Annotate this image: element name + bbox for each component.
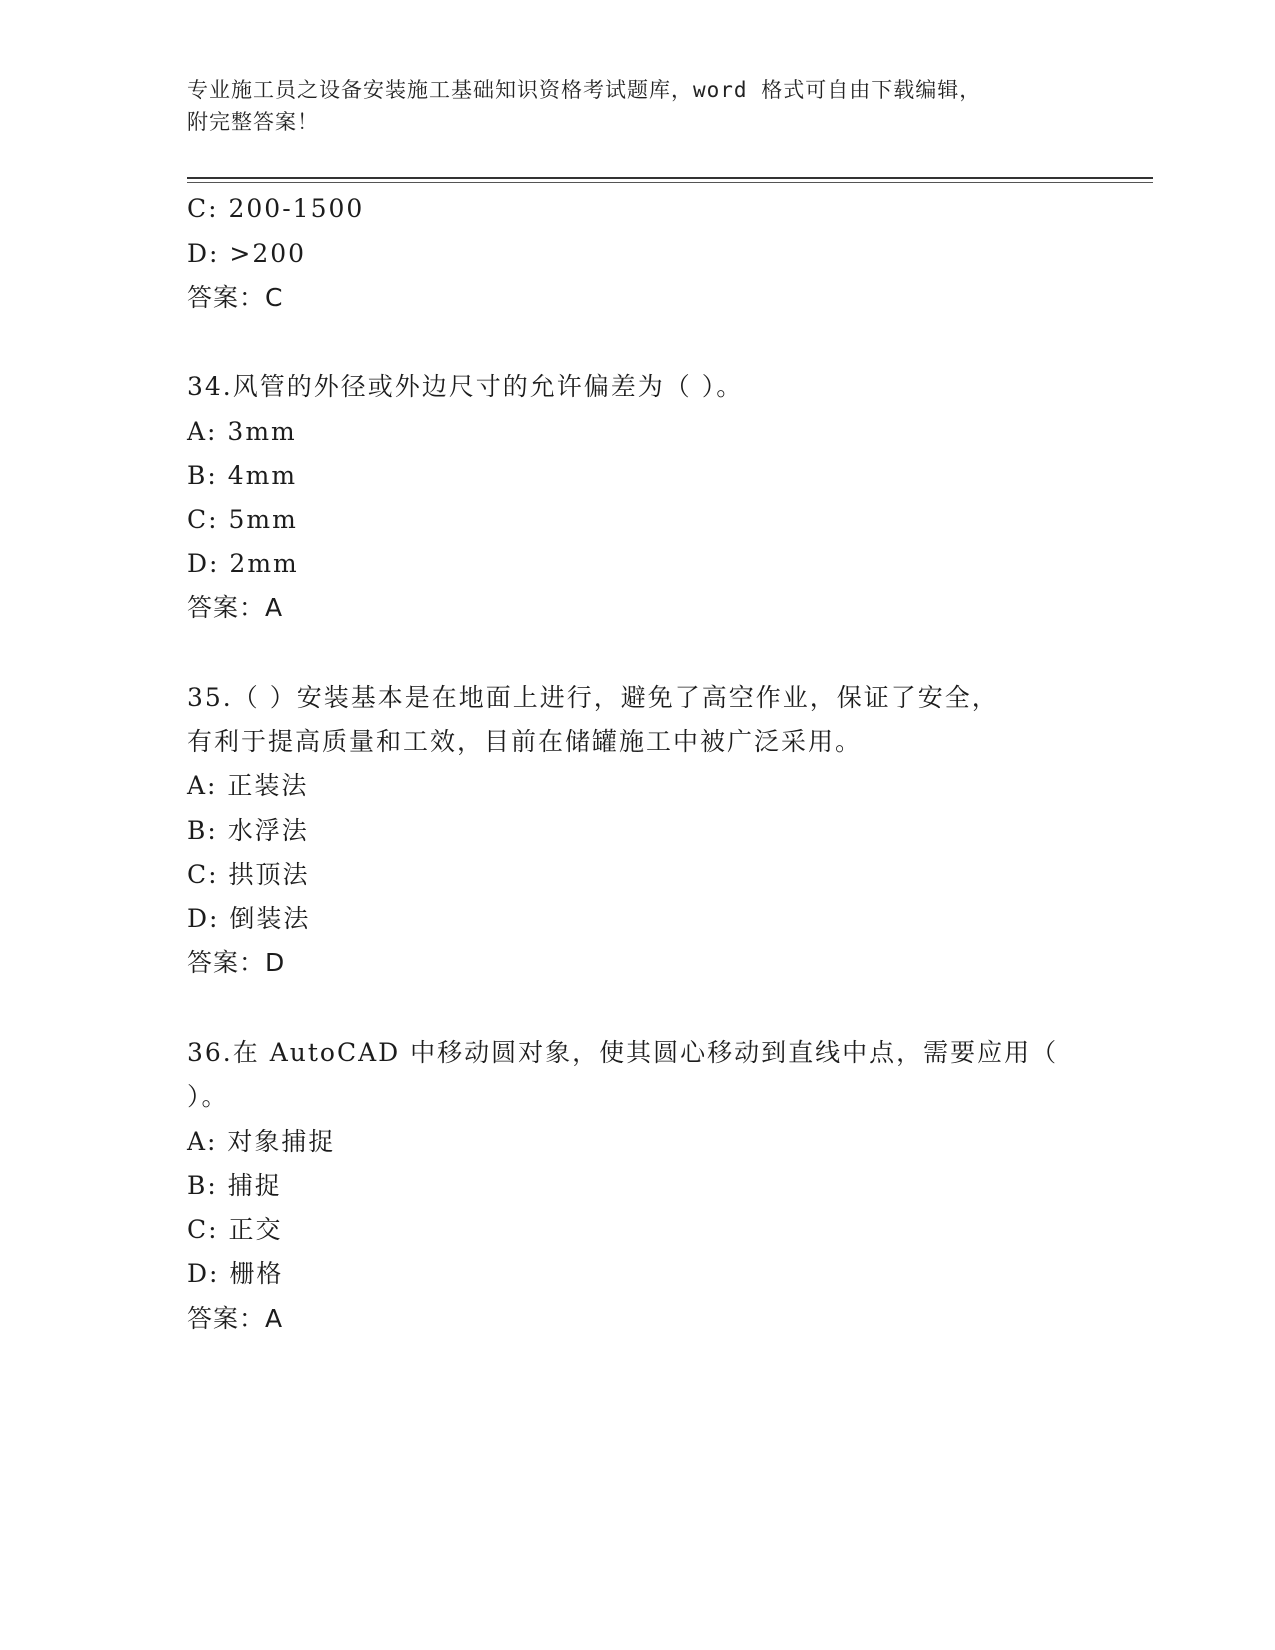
- question-34-option-c: C: 5mm: [187, 505, 298, 534]
- document-header: [187, 74, 1067, 138]
- question-36-stem-line-2: ）。: [187, 1082, 229, 1111]
- question-36-stem-line-1: 36.在 AutoCAD 中移动圆对象，使其圆心移动到直线中点，需要应用（: [187, 1038, 1059, 1067]
- question-34-option-b: B: 4mm: [187, 461, 298, 490]
- header-line-2: 附完整答案！: [187, 110, 319, 134]
- question-35-option-d: D: 倒装法: [187, 904, 311, 933]
- question-36-option-d: D: 栅格: [187, 1259, 284, 1288]
- prev-answer: 答案：C: [187, 283, 284, 312]
- question-35-stem-line-2: 有利于提高质量和工效，目前在储罐施工中被广泛采用。: [187, 727, 863, 756]
- question-36-option-c: C: 正交: [187, 1215, 283, 1244]
- prev-option-d: D: >200: [187, 239, 307, 268]
- question-35-stem-line-1: 35.（ ）安装基本是在地面上进行，避免了高空作业，保证了安全，: [187, 683, 999, 712]
- question-34-option-a: A: 3mm: [187, 417, 297, 446]
- question-36-option-b: B: 捕捉: [187, 1171, 282, 1200]
- header-divider-thick: [187, 177, 1153, 179]
- question-35-answer: 答案：D: [187, 948, 286, 977]
- question-36-answer: 答案：A: [187, 1304, 284, 1333]
- question-35-option-c: C: 拱顶法: [187, 860, 310, 889]
- question-34-stem: 34.风管的外径或外边尺寸的允许偏差为（ ）。: [187, 372, 744, 401]
- header-divider-thin: [187, 182, 1153, 183]
- question-35-option-a: A: 正装法: [187, 771, 309, 800]
- prev-option-c: C: 200-1500: [187, 194, 365, 223]
- question-34-answer: 答案：A: [187, 593, 284, 622]
- header-line-1: 专业施工员之设备安装施工基础知识资格考试题库，word 格式可自由下载编辑，: [187, 78, 982, 102]
- question-36-option-a: A: 对象捕捉: [187, 1127, 336, 1156]
- question-35-option-b: B: 水浮法: [187, 816, 309, 845]
- question-34-option-d: D: 2mm: [187, 549, 299, 578]
